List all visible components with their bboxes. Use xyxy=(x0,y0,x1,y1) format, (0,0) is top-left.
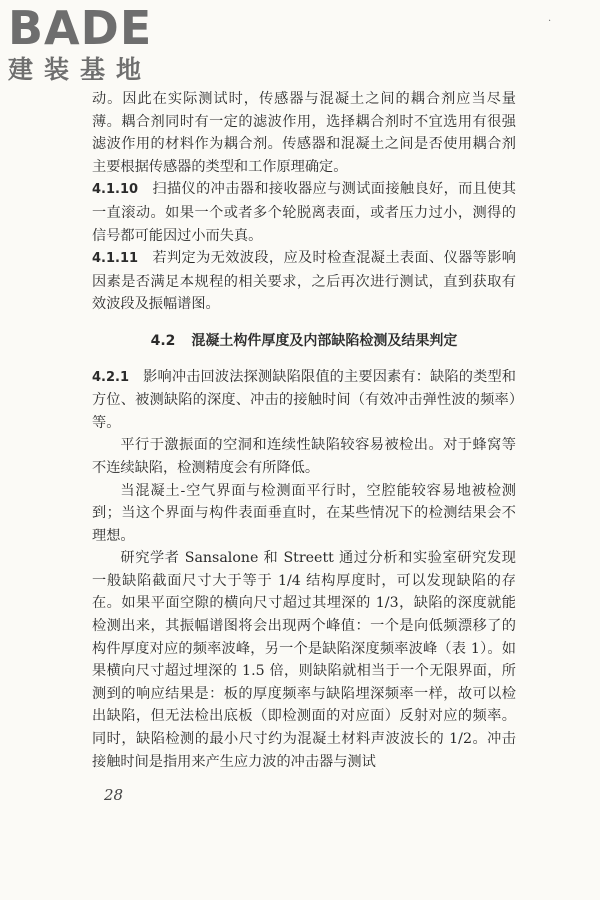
paragraph-text: 扫描仪的冲击器和接收器应与测试面接触良好，而且使其一直滚动。如果一个或者多个轮脱离表面，或者压力过小，测得的信号都可能因过小而失真。 xyxy=(92,181,516,244)
paragraph xyxy=(92,547,516,773)
clause-paragraph xyxy=(92,178,516,247)
corner-mark: · xyxy=(548,16,552,27)
paragraph xyxy=(92,434,516,479)
section-title: 混凝土构件厚度及内部缺陷检测及结果判定 xyxy=(191,332,458,349)
logo-subtitle: 建装基地 xyxy=(8,55,153,84)
section-heading xyxy=(92,330,516,353)
paragraph-continuation xyxy=(92,88,516,178)
paragraph-text: 当混凝土-空气界面与检测面平行时，空腔能较容易地被检测到；当这个界面与构件表面垂直时，在某些情况下的检测结果会不理想。 xyxy=(92,482,516,544)
paragraph-text: 影响冲击回波法探测缺陷限值的主要因素有：缺陷的类型和方位、被测缺陷的深度、冲击的接触时间（有效冲击弹性波的频率）等。 xyxy=(92,368,516,431)
clause-paragraph xyxy=(92,247,516,316)
logo-wordmark: BADE xyxy=(8,1,153,55)
page-body xyxy=(92,88,516,773)
paragraph-text: 研究学者 Sansalone 和 Streett 通过分析和实验室研究发现一般缺陷截面尺寸大于等于 1/4 结构厚度时，可以发现缺陷的存在。如果平面空隙的横向尺寸超过其埋深的 1/3，缺陷的深度就能检测出来，其振幅谱图将会出现两个峰值：一个是向低频漂移了的构件厚度对应的频率波峰，另一个是缺陷深度频率波峰（表 1）。如果横向尺寸超过埋深的 1.5 倍，则缺陷就相当于一个无限界面，所测到的响应结果是：板的厚度频率与缺陷埋深频率一样，故可以检出缺陷，但无法检出底板（即检测面的对应面）反射对应的频率。同时，缺陷检测的最小尺寸约为混凝土材料声波波长的 1/2。冲击接触时间是指用来产生应力波的冲击器与测试 xyxy=(92,550,516,770)
clause-paragraph xyxy=(92,366,516,435)
paragraph xyxy=(92,480,516,548)
page-number: 28 xyxy=(104,786,124,804)
clause-number: 4.1.11 xyxy=(92,251,139,267)
section-number: 4.2 xyxy=(150,332,176,349)
clause-number: 4.2.1 xyxy=(92,369,130,385)
paragraph-text: 若判定为无效波段，应及时检查混凝土表面、仪器等影响因素是否满足本规程的相关要求，之后再次进行测试，直到获取有效波段及振幅谱图。 xyxy=(92,250,516,313)
logo xyxy=(8,1,153,84)
paragraph-text: 动。因此在实际测试时，传感器与混凝土之间的耦合剂应当尽量薄。耦合剂同时有一定的滤波作用，选择耦合剂时不宜选用有很强滤波作用的材料作为耦合剂。传感器和混凝土之间是否使用耦合剂主要根据传感器的类型和工作原理确定。 xyxy=(92,91,516,175)
paragraph-text: 平行于激振面的空洞和连续性缺陷较容易被检出。对于蜂窝等不连续缺陷，检测精度会有所降低。 xyxy=(92,437,516,476)
clause-number: 4.1.10 xyxy=(92,182,139,198)
